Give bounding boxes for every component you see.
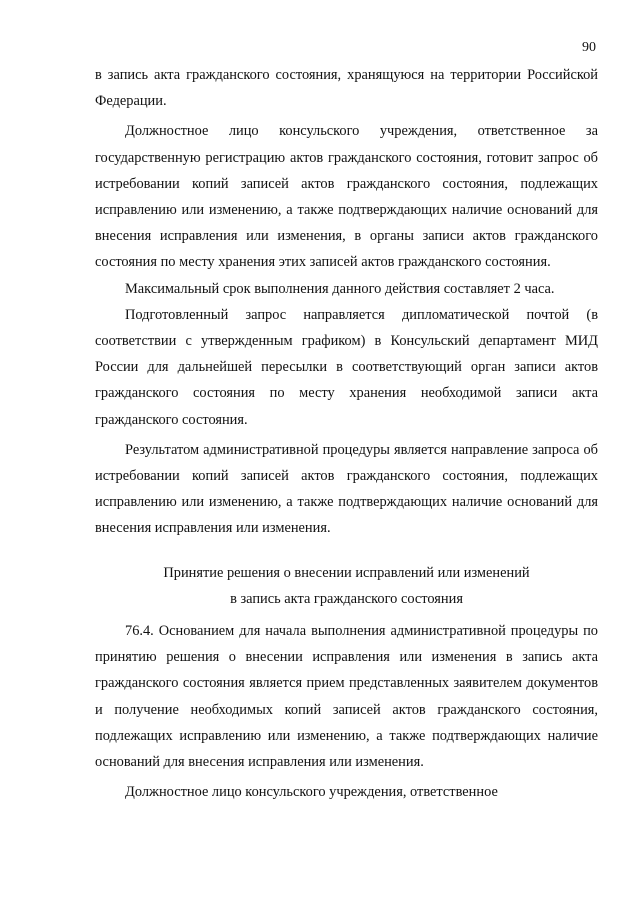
page-number: 90: [582, 40, 596, 55]
paragraph-official-responsible: Должностное лицо консульского учреждения, ответственное: [125, 784, 498, 801]
paragraph-76-4: 76.4. Основанием для начала выполнения административной процедуры по принятию решения о внесении исправления или изменения в запись акта гражданского состояния является прием представленных заявителем документов и получение необходимых копий записей актов гражданского состояния, подлежащих исправлению или изменению, а также подтверждающих наличие оснований для внесения исправления или изменения.: [95, 623, 598, 771]
paragraph-procedure-result: Результатом административной процедуры является направление запроса об истребовании копий записей актов гражданского состояния, подлежащих исправлению или изменению, а также подтверждающих наличие оснований для внесения исправления или изменения.: [95, 441, 598, 537]
document-body: [95, 62, 598, 805]
paragraph-continuation: в запись акта гражданского состояния, хранящуюся на территории Российской Федерации.: [95, 67, 598, 110]
section-heading-line-2: в запись акта гражданского состояния: [230, 590, 463, 607]
section-heading-line-1: Принятие решения о внесении исправлений или изменений: [163, 564, 530, 581]
paragraph-official-prepares-request: Должностное лицо консульского учреждения, ответственное за государственную регистрацию актов гражданского состояния, готовит запрос об истребовании копий записей актов гражданского состояния, подлежащих исправлению или изменению, а также подтверждающих наличие оснований для внесения исправления или изменения, в органы записи актов гражданского состояния по месту хранения этих записей актов гражданского состояния.: [95, 123, 598, 271]
section-heading: [95, 560, 598, 612]
paragraph-request-sent: Подготовленный запрос направляется дипломатической почтой (в соответствии с утвержденным графиком) в Консульский департамент МИД России для дальнейшей пересылки в соответствующий орган записи актов гражданского состояния по месту хранения необходимой записи акта гражданского состояния.: [95, 306, 598, 428]
paragraph-max-duration: Максимальный срок выполнения данного действия составляет 2 часа.: [125, 280, 555, 297]
